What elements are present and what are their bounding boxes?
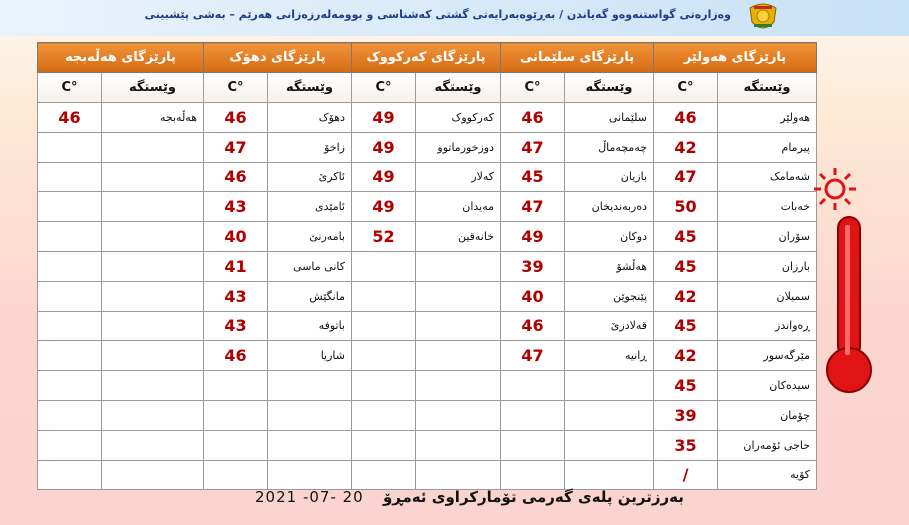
table-row <box>38 162 817 192</box>
temperature-value <box>38 251 102 281</box>
temperature-value <box>38 192 102 222</box>
station-name <box>268 371 352 401</box>
station-name: دوزخورماتوو <box>416 132 501 162</box>
station-name: شاریا <box>268 341 352 371</box>
region-header: پارێزگای سلێمانی <box>501 43 654 73</box>
temperature-value: 40 <box>204 222 268 252</box>
table-row <box>38 430 817 460</box>
temperature-value: 46 <box>204 162 268 192</box>
station-name <box>416 281 501 311</box>
station-name <box>416 341 501 371</box>
station-name <box>416 430 501 460</box>
temperature-value: 45 <box>654 371 718 401</box>
station-column-header: وێستگە <box>102 73 204 103</box>
station-name <box>102 251 204 281</box>
temperature-value: 46 <box>654 103 718 133</box>
temperature-value <box>501 460 565 490</box>
temperature-value: 46 <box>501 311 565 341</box>
kurdistan-emblem-icon <box>748 2 778 34</box>
temperature-value: 42 <box>654 341 718 371</box>
temperature-value <box>38 311 102 341</box>
station-name <box>268 460 352 490</box>
station-name <box>102 430 204 460</box>
station-name: حاجی ئۆمەران <box>718 430 817 460</box>
temperature-value <box>204 400 268 430</box>
temperature-value <box>352 281 416 311</box>
temperature-value <box>38 222 102 252</box>
station-name <box>565 460 654 490</box>
station-column-header: وێستگە <box>718 73 817 103</box>
sun-icon <box>814 168 856 210</box>
station-name: قەلادزێ <box>565 311 654 341</box>
station-name: ئاکرێ <box>268 162 352 192</box>
station-name <box>416 371 501 401</box>
temperature-value: 49 <box>352 192 416 222</box>
station-name <box>102 132 204 162</box>
temperature-value <box>204 430 268 460</box>
temperature-value <box>38 162 102 192</box>
table-row <box>38 132 817 162</box>
station-name: خانەقین <box>416 222 501 252</box>
temperature-value <box>501 400 565 430</box>
temperature-value: 42 <box>654 132 718 162</box>
station-name <box>565 371 654 401</box>
station-name <box>416 311 501 341</box>
table-row <box>38 281 817 311</box>
station-name: مەیدان <box>416 192 501 222</box>
temperature-value: 47 <box>501 341 565 371</box>
temperature-value: 43 <box>204 192 268 222</box>
table-row <box>38 371 817 401</box>
temperature-value: 49 <box>501 222 565 252</box>
station-name: ئامێدی <box>268 192 352 222</box>
station-name <box>416 460 501 490</box>
temperature-value <box>352 371 416 401</box>
station-name <box>102 400 204 430</box>
thermometer-icon <box>812 165 872 397</box>
station-name <box>102 192 204 222</box>
table-row <box>38 103 817 133</box>
station-name <box>565 430 654 460</box>
temperature-value <box>38 281 102 311</box>
station-column-header: وێستگە <box>268 73 352 103</box>
region-header: پارێزگای دهۆک <box>204 43 352 73</box>
temperature-value <box>501 371 565 401</box>
station-name: سلێمانی <box>565 103 654 133</box>
temperature-value: 35 <box>654 430 718 460</box>
temperature-value: 46 <box>38 103 102 133</box>
station-name: باتوفە <box>268 311 352 341</box>
station-name: ڕانیە <box>565 341 654 371</box>
temperature-value <box>204 460 268 490</box>
station-name <box>268 400 352 430</box>
table-row <box>38 251 817 281</box>
station-name: دەربەندیخان <box>565 192 654 222</box>
temperature-value: 39 <box>654 400 718 430</box>
temperature-value: 49 <box>352 132 416 162</box>
table-row <box>38 192 817 222</box>
station-name <box>102 222 204 252</box>
temperature-column-header: °C <box>204 73 268 103</box>
temperature-table <box>37 42 816 490</box>
temperature-value: 46 <box>204 103 268 133</box>
station-name <box>416 251 501 281</box>
temperature-value: 47 <box>204 132 268 162</box>
station-name: شەمامک <box>718 162 817 192</box>
station-name: کۆیە <box>718 460 817 490</box>
temperature-value: 41 <box>204 251 268 281</box>
temperature-column-header: °C <box>38 73 102 103</box>
station-name: سیدەکان <box>718 371 817 401</box>
temperature-value <box>352 430 416 460</box>
station-name: دهۆک <box>268 103 352 133</box>
temperature-value: 52 <box>352 222 416 252</box>
temperature-value: 39 <box>501 251 565 281</box>
station-name: مانگێش <box>268 281 352 311</box>
station-name <box>565 400 654 430</box>
temperature-value: 46 <box>501 103 565 133</box>
temperature-value: 47 <box>501 192 565 222</box>
table-row <box>38 460 817 490</box>
station-name: سۆران <box>718 222 817 252</box>
station-name: کانی ماسی <box>268 251 352 281</box>
station-name: پێنجوێن <box>565 281 654 311</box>
region-header: پارێزگای کەرکووک <box>352 43 501 73</box>
station-column-header: وێستگە <box>416 73 501 103</box>
table-row <box>38 341 817 371</box>
station-name <box>416 400 501 430</box>
station-name: خەبات <box>718 192 817 222</box>
temperature-value <box>204 371 268 401</box>
temperature-value <box>38 430 102 460</box>
station-name: دوکان <box>565 222 654 252</box>
footer-caption <box>255 488 684 506</box>
temperature-value: 45 <box>654 311 718 341</box>
station-name: کەرکووک <box>416 103 501 133</box>
header-band <box>0 0 909 36</box>
station-name <box>102 162 204 192</box>
region-header: پارێزگای هەڵەبجە <box>38 43 204 73</box>
station-column-header: وێستگە <box>565 73 654 103</box>
temperature-value: 50 <box>654 192 718 222</box>
station-name: چۆمان <box>718 400 817 430</box>
table-row <box>38 311 817 341</box>
station-name: هەڵشۆ <box>565 251 654 281</box>
temperature-value <box>352 251 416 281</box>
temperature-value <box>352 311 416 341</box>
temperature-value <box>38 400 102 430</box>
station-name: زاخۆ <box>268 132 352 162</box>
station-name <box>102 311 204 341</box>
station-name: کەلار <box>416 162 501 192</box>
temperature-column-header: °C <box>352 73 416 103</box>
station-name: بارزان <box>718 251 817 281</box>
temperature-value <box>352 341 416 371</box>
temperature-column-header: °C <box>501 73 565 103</box>
station-name: مێرگەسور <box>718 341 817 371</box>
temperature-value: 42 <box>654 281 718 311</box>
temperature-value: 45 <box>654 222 718 252</box>
footer-title: بەرزترین پلەی گەرمی تۆمارکراوی ئەمڕۆ <box>382 488 684 506</box>
station-name: سمیلان <box>718 281 817 311</box>
temperature-value <box>501 430 565 460</box>
station-name <box>102 281 204 311</box>
temperature-value: 49 <box>352 103 416 133</box>
temperature-value: 47 <box>654 162 718 192</box>
station-name <box>102 460 204 490</box>
station-name: هەڵەبجە <box>102 103 204 133</box>
station-name: هەولێر <box>718 103 817 133</box>
temperature-value <box>38 371 102 401</box>
station-name: بامەرنێ <box>268 222 352 252</box>
temperature-value: 45 <box>654 251 718 281</box>
station-name: ڕەواندز <box>718 311 817 341</box>
temperature-value: 47 <box>501 132 565 162</box>
station-name <box>268 430 352 460</box>
report-date: 2021 -07- 20 <box>255 488 364 506</box>
station-name: بازیان <box>565 162 654 192</box>
temperature-value: 40 <box>501 281 565 311</box>
temperature-value: / <box>654 460 718 490</box>
table-row <box>38 400 817 430</box>
temperature-value <box>352 400 416 430</box>
header-title: وەزارەتی گواستنەوەو گەیاندن / بەڕێوەبەرایەتی گشتی کەشناسی و بوومەلەرزەزانی هەرێم – بەشی پێشبینی <box>144 8 731 21</box>
temperature-value: 43 <box>204 311 268 341</box>
station-name <box>102 341 204 371</box>
station-name: پیرمام <box>718 132 817 162</box>
temperature-column-header: °C <box>654 73 718 103</box>
table-row <box>38 222 817 252</box>
station-name <box>102 371 204 401</box>
temperature-value: 43 <box>204 281 268 311</box>
temperature-value <box>38 460 102 490</box>
region-header: پارێزگای هەولێر <box>654 43 817 73</box>
temperature-value: 45 <box>501 162 565 192</box>
temperature-value <box>38 341 102 371</box>
temperature-value <box>38 132 102 162</box>
temperature-value: 49 <box>352 162 416 192</box>
station-name: چەمچەماڵ <box>565 132 654 162</box>
temperature-value: 46 <box>204 341 268 371</box>
temperature-value <box>352 460 416 490</box>
